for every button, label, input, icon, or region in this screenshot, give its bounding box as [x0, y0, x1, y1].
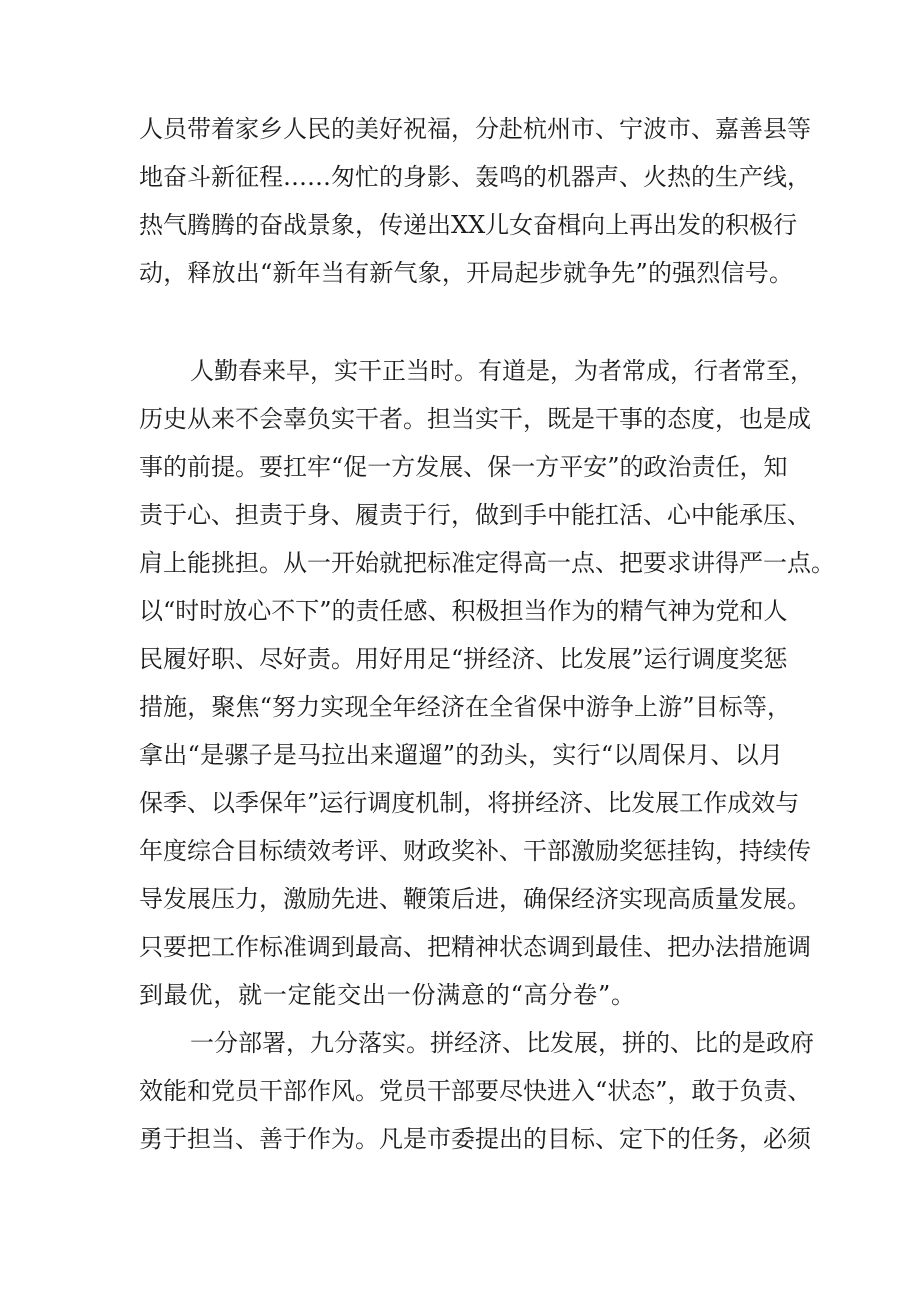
line-text: 保季、以季保年”运行调度机制，将拼经济、比发展工作成效与	[139, 789, 800, 817]
paragraph-2-line	[0, 396, 920, 442]
line-text: 只要把工作标准调到最高、把精神状态调到最佳、把办法措施调	[139, 933, 811, 961]
paragraph-2-line	[0, 684, 920, 730]
paragraph-2-line	[0, 444, 920, 490]
line-text: 措施，聚焦“努力实现全年经济在全省保中游争上游”目标等，	[139, 693, 791, 721]
paragraph-3-line	[0, 1020, 920, 1066]
line-text: 动，释放出“新年当有新气象，开局起步就争先”的强烈信号。	[139, 259, 793, 287]
paragraph-2-line	[0, 636, 920, 682]
paragraph-2-line	[0, 828, 920, 874]
paragraph-2-line	[0, 924, 920, 970]
paragraph-2-line	[0, 972, 920, 1018]
paragraph-1-line	[0, 202, 920, 248]
line-text: 以“时时放心不下”的责任感、积极担当作为的精气神为党和人	[139, 597, 788, 625]
line-text: 导发展压力，激励先进、鞭策后进，确保经济实现高质量发展。	[139, 885, 811, 913]
paragraph-2-line	[0, 348, 920, 394]
line-text: 热气腾腾的奋战景象，传递出XX儿女奋楫向上再出发的积极行	[139, 211, 798, 239]
line-text: 地奋斗新征程……匆忙的身影、轰鸣的机器声、火热的生产线，	[139, 163, 811, 191]
line-text: 历史从来不会辜负实干者。担当实干，既是干事的态度，也是成	[139, 405, 811, 433]
line-text: 一分部署，九分落实。拼经济、比发展，拼的、比的是政府	[190, 1029, 814, 1057]
line-text: 年度综合目标绩效考评、财政奖补、干部激励奖惩挂钩，持续传	[139, 837, 811, 865]
line-text: 人员带着家乡人民的美好祝福，分赴杭州市、宁波市、嘉善县等	[139, 115, 811, 143]
line-text: 勇于担当、善于作为。凡是市委提出的目标、定下的任务，必须	[139, 1125, 811, 1153]
line-text: 人勤春来早，实干正当时。有道是，为者常成，行者常至，	[190, 357, 814, 385]
paragraph-3-line	[0, 1116, 920, 1162]
line-text: 到最优，就一定能交出一份满意的“高分卷”。	[139, 981, 635, 1009]
paragraph-3-line	[0, 1068, 920, 1114]
line-text: 民履好职、尽好责。用好用足“拼经济、比发展”运行调度奖惩	[139, 645, 788, 673]
paragraph-2-line	[0, 732, 920, 778]
line-text: 事的前提。要扛牢“促一方发展、保一方平安”的政治责任，知	[139, 453, 788, 481]
paragraph-1-line	[0, 106, 920, 152]
line-text: 拿出“是骡子是马拉出来遛遛”的劲头，实行“以周保月、以月	[139, 741, 783, 769]
paragraph-2-line	[0, 780, 920, 826]
paragraph-2-line	[0, 492, 920, 538]
paragraph-1-line	[0, 154, 920, 200]
paragraph-2-line	[0, 540, 920, 586]
paragraph-1-line	[0, 250, 920, 296]
line-text: 效能和党员干部作风。党员干部要尽快进入“状态”，敢于负责、	[139, 1077, 812, 1105]
paragraph-2-line	[0, 876, 920, 922]
line-text: 责于心、担责于身、履责于行，做到手中能扛活、心中能承压、	[139, 501, 811, 529]
line-text: 肩上能挑担。从一开始就把标准定得高一点、把要求讲得严一点。	[139, 549, 835, 577]
paragraph-2-line	[0, 588, 920, 634]
